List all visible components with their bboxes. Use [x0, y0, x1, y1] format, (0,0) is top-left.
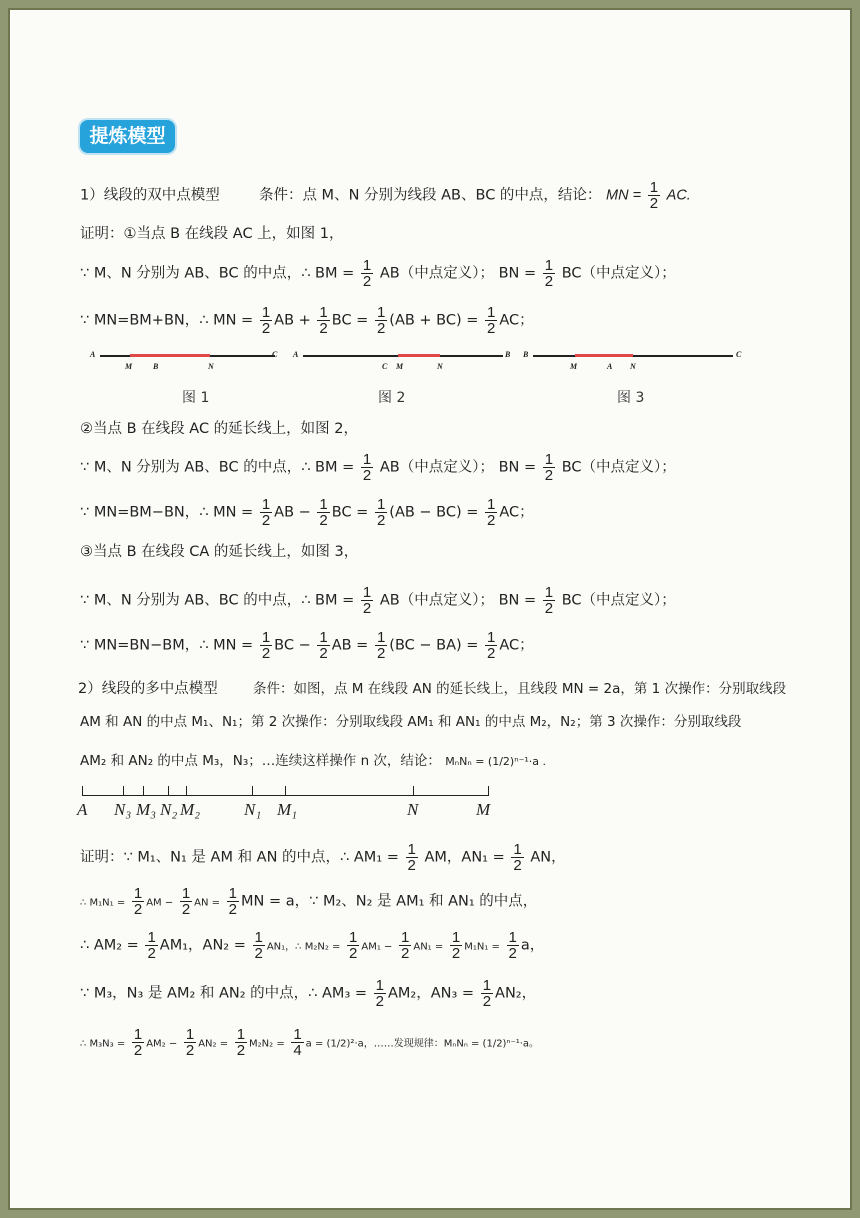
- model2-proof-4: ∵ M₃，N₃ 是 AM₂ 和 AN₂ 的中点，∴ AM₃ = $\frac{1}{2}$ AM₂，AN₃ = $\frac{1}{2}$ AN₂，: [80, 977, 537, 1010]
- case2-intro: ②当点 B 在线段 AC 的延长线上，如图 2，: [80, 421, 359, 437]
- model2-proof-3: ∴ AM₂ = $\frac{1}{2}$ AM₁，AN₂ = $\frac{1}{2}$ AN₁，∴ M₂N₂ = $\frac{1}{2}$ AM₁ − $\frac{1}{2}$ AN₁ = $\frac{1}{2}$ M₁N₁ = $\frac{1}{2}$ a，: [80, 929, 545, 962]
- model1-conclusion-rhs: AC.: [666, 187, 691, 204]
- model2-line1: 2）线段的多中点模型 条件：如图，点 M 在线段 AN 的延长线上，且线段 MN = 2a，第 1 次操作：分别取线段: [78, 681, 787, 697]
- case2-equation: ∵ MN=BM−BN，∴ MN = $\frac{1}{2}$ AB − $\frac{1}{2}$ BC = $\frac{1}{2}$ (AB − BC) = $\frac{1}{2}$ AC；: [80, 496, 534, 529]
- model2-proof-1: 证明：∵ M₁、N₁ 是 AM 和 AN 的中点，∴ AM₁ = $\frac{1}{2}$ AM，AN₁ = $\frac{1}{2}$ AN，: [80, 841, 566, 874]
- given-line-3: ∵ M、N 分别为 AB、BC 的中点，∴ BM = $\frac{1}{2}$ AB（中点定义）； BN = $\frac{1}{2}$ BC（中点定义）；: [80, 584, 676, 617]
- fraction: $\frac{1}{2}$: [649, 179, 659, 212]
- model2-proof-2: ∴ M₁N₁ = $\frac{1}{2}$ AM − $\frac{1}{2}$ AN = $\frac{1}{2}$ MN = a，∵ M₂、N₂ 是 AM₁ 和 AN₁ 的中点，: [80, 885, 538, 918]
- case3-equation: ∵ MN=BN−BM，∴ MN = $\frac{1}{2}$ BC − $\frac{1}{2}$ AB = $\frac{1}{2}$ (BC − BA) = $\frac{1}{2}$ AC；: [80, 629, 534, 662]
- model1-conclusion-lhs: MN =: [606, 187, 642, 204]
- model2-line2: AM 和 AN 的中点 M₁、N₁；第 2 次操作：分别取线段 AM₁ 和 AN₁ 的中点 M₂，N₂；第 3 次操作：分别取线段: [80, 714, 742, 730]
- model2-title: 2）线段的多中点模型: [78, 681, 218, 697]
- model2-line3: AM₂ 和 AN₂ 的中点 M₃，N₃；…连续这样操作 n 次，结论： MₙNₙ = (1/2)ⁿ⁻¹·a .: [80, 753, 547, 769]
- model1-title: 1）线段的双中点模型: [80, 187, 220, 204]
- figure-1-caption: 图 1: [182, 390, 210, 406]
- given-line-1: ∵ M、N 分别为 AB、BC 的中点，∴ BM = $\frac{1}{2}$ AB（中点定义）； BN = $\frac{1}{2}$ BC（中点定义）；: [80, 257, 676, 290]
- given-line-2: ∵ M、N 分别为 AB、BC 的中点，∴ BM = $\frac{1}{2}$ AB（中点定义）； BN = $\frac{1}{2}$ BC（中点定义）；: [80, 451, 676, 484]
- section-badge: 提炼模型: [80, 120, 175, 153]
- figure-2-caption: 图 2: [378, 390, 406, 406]
- model1-condition: 条件：点 M、N 分别为线段 AB、BC 的中点，结论：: [258, 187, 602, 204]
- case3-intro: ③当点 B 在线段 CA 的延长线上，如图 3，: [80, 544, 359, 560]
- figure-3-caption: 图 3: [617, 390, 645, 406]
- case1-equation: ∵ MN=BM+BN，∴ MN = $\frac{1}{2}$ AB + $\frac{1}{2}$ BC = $\frac{1}{2}$ (AB + BC) = $\frac{1}{2}$ AC；: [80, 304, 534, 337]
- model2-proof-5: ∴ M₃N₃ = $\frac{1}{2}$ AM₂ − $\frac{1}{2}$ AN₂ = $\frac{1}{2}$ M₂N₂ = $\frac{1}{4}$ a = (1/2)²·a，……发现规律：MₙNₙ = (1/2)ⁿ⁻¹·a。: [80, 1026, 540, 1059]
- proof-intro: 证明：①当点 B 在线段 AC 上，如图 1，: [80, 226, 344, 242]
- model1-heading: [80, 180, 691, 211]
